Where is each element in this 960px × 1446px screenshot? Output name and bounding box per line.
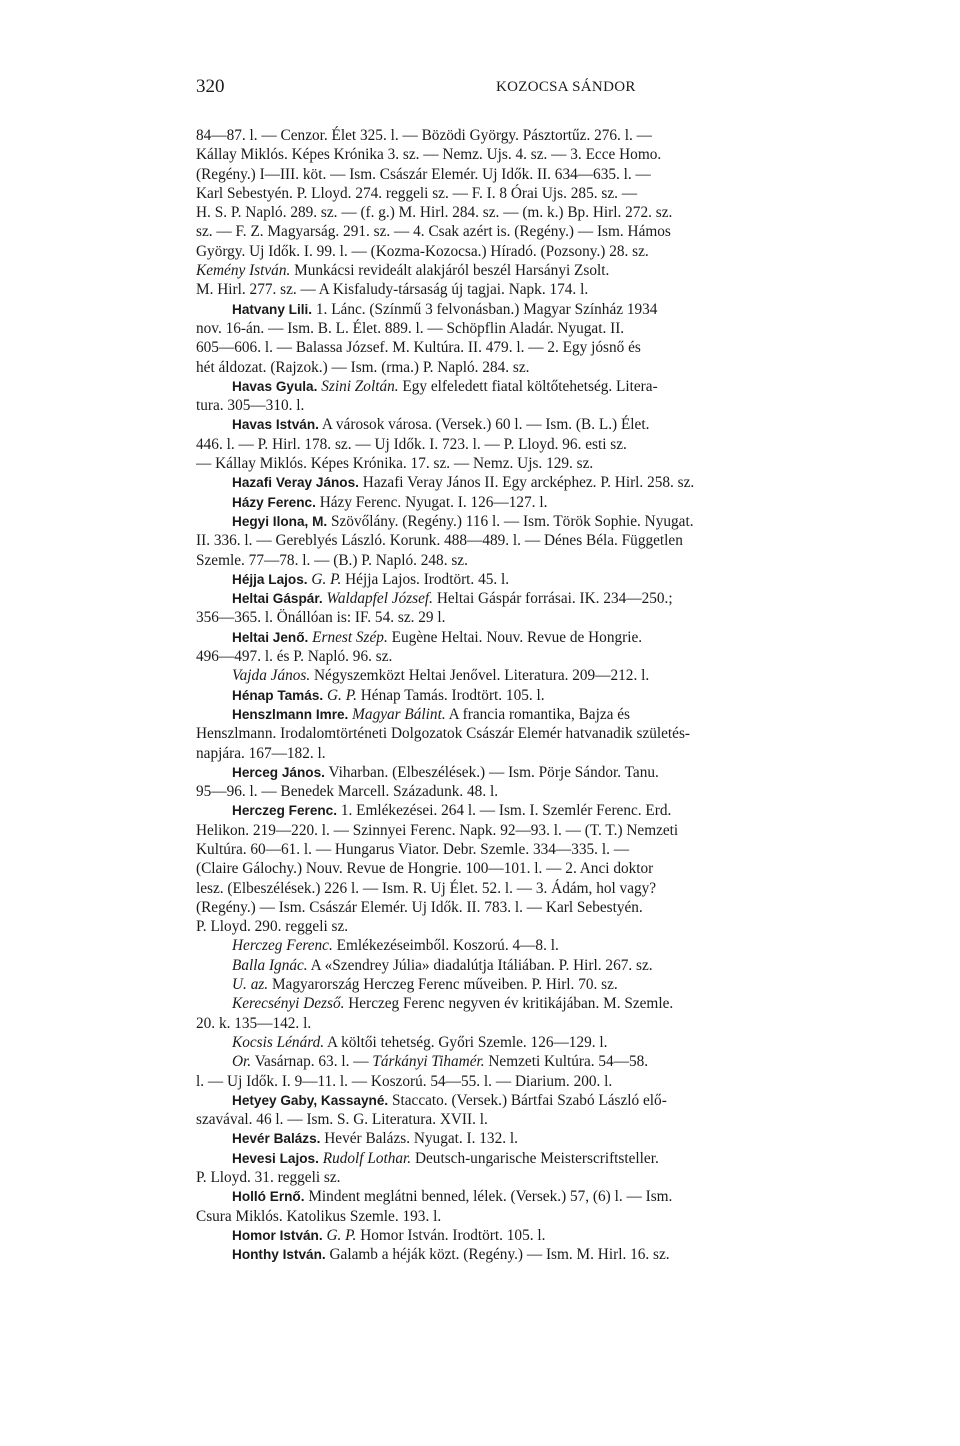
italic-reference: Kerecsényi Dezső.	[232, 995, 345, 1013]
text-run: Hevér Balázs. Nyugat. I. 132. l.	[320, 1130, 518, 1148]
entry-heading: Honthy István.	[232, 1247, 326, 1263]
text-line	[196, 975, 838, 994]
text-run: 605—606. l. — Balassa József. M. Kultúra. II. 479. l. — 2. Egy jósnő és	[196, 339, 641, 357]
text-run: Heltai Gáspár forrásai. IK. 234—250.;	[433, 590, 673, 608]
text-line	[196, 415, 838, 434]
entry-heading: Hegyi Ilona, M.	[232, 513, 328, 529]
text-line	[196, 551, 838, 570]
text-line	[196, 396, 838, 415]
italic-reference: Kocsis Lénárd.	[232, 1033, 325, 1051]
italic-reference: Or.	[232, 1053, 252, 1071]
text-line	[196, 203, 838, 222]
entry-heading: Herczeg Ferenc.	[232, 803, 338, 819]
text-run: Szemle. 77—78. l. — (B.) P. Napló. 248. sz.	[196, 551, 468, 569]
text-run: A költői tehetség. Győri Szemle. 126—129. l.	[324, 1033, 608, 1051]
text-run: György. Uj Idők. I. 99. l. — (Kozma-Kozocsa.) Híradó. (Pozsony.) 28. sz.	[196, 242, 649, 260]
text-line	[196, 222, 838, 241]
italic-reference: Rudolf Lothar.	[322, 1149, 412, 1167]
text-line	[196, 898, 838, 917]
text-run: 20. k. 135—142. l.	[196, 1014, 312, 1032]
entry-heading: Heltai Gáspár.	[232, 591, 323, 607]
text-run: Eugène Heltai. Nouv. Revue de Hongrie.	[387, 628, 643, 646]
text-run: — Kállay Miklós. Képes Krónika. 17. sz. — Nemz. Ujs. 129. sz.	[196, 455, 594, 473]
italic-reference: Szini Zoltán.	[321, 377, 399, 395]
text-run: napjára. 167—182. l.	[196, 744, 326, 762]
text-line	[196, 1014, 838, 1033]
text-run: sz. — F. Z. Magyarság. 291. sz. — 4. Csak azért is. (Regény.) — Ism. Hámos	[196, 223, 671, 241]
text-run: 446. l. — P. Hirl. 178. sz. — Uj Idők. I. 723. l. — P. Lloyd. 96. esti sz.	[196, 435, 627, 453]
text-run: Egy elfeledett fiatal költőtehetség. Litera-	[398, 377, 658, 395]
text-line	[196, 859, 838, 878]
italic-reference: Ernest Szép.	[312, 628, 388, 646]
italic-reference: G. P.	[327, 686, 357, 704]
text-run: Csura Miklós. Katolikus Szemle. 193. l.	[196, 1207, 442, 1225]
italic-reference: Tárkányi Tihamér.	[372, 1053, 485, 1071]
entry-heading: Hetyey Gaby, Kassayné.	[232, 1092, 389, 1108]
text-line	[196, 647, 838, 666]
text-line	[196, 126, 838, 145]
text-run: Mindent meglátni benned, lélek. (Versek.) 57, (6) l. — Ism.	[304, 1188, 673, 1206]
text-run: Magyarország Herczeg Ferenc műveiben. P. Hirl. 70. sz.	[268, 976, 618, 994]
text-line	[196, 1052, 838, 1071]
entry-heading: Homor István.	[232, 1227, 323, 1243]
text-run: P. Lloyd. 290. reggeli sz.	[196, 918, 349, 936]
running-head: KOZOCSA SÁNDOR	[496, 79, 636, 95]
text-run: Hazafi Veray János II. Egy arcképhez. P. Hirl. 258. sz.	[358, 474, 695, 492]
entry-heading: Hevesi Lajos.	[232, 1150, 319, 1166]
page-header	[196, 76, 836, 100]
text-line	[196, 705, 838, 724]
text-run: 95—96. l. — Benedek Marcell. Századunk. 48. l.	[196, 783, 499, 801]
text-line	[196, 261, 838, 280]
bibliography-text	[196, 126, 838, 1265]
text-run: Kultúra. 60—61. l. — Hungarus Viator. Debr. Szemle. 334—335. l. —	[196, 840, 630, 858]
text-run: Staccato. (Versek.) Bártfai Szabó László elő-	[388, 1091, 667, 1109]
text-line	[196, 801, 838, 820]
text-run: tura. 305—310. l.	[196, 397, 305, 415]
entry-heading: Heltai Jenő.	[232, 629, 309, 645]
text-line	[196, 608, 838, 627]
text-run: hét áldozat. (Rajzok.) — Ism. (rma.) P. Napló. 284. sz.	[196, 358, 530, 376]
text-line	[196, 782, 838, 801]
text-line	[196, 879, 838, 898]
text-run: (Regény.) — Ism. Császár Elemér. Uj Idők. II. 783. l. — Karl Sebestyén.	[196, 898, 643, 916]
text-run: Nemzeti Kultúra. 54—58.	[484, 1053, 649, 1071]
entry-heading: Havas Gyula.	[232, 378, 318, 394]
text-line	[196, 570, 838, 589]
entry-heading: Héjja Lajos.	[232, 571, 308, 587]
text-run: 1. Emlékezései. 264 l. — Ism. I. Szemlér Ferenc. Erd.	[337, 802, 672, 820]
italic-reference: Balla Ignác.	[232, 956, 308, 974]
entry-heading: Henszlmann Imre.	[232, 706, 349, 722]
italic-reference: Waldapfel József.	[326, 590, 434, 608]
text-run: II. 336. l. — Gereblyés László. Korunk. 488—489. l. — Dénes Béla. Független	[196, 532, 683, 550]
text-run: szavával. 46 l. — Ism. S. G. Literatura. XVII. l.	[196, 1111, 488, 1129]
text-line	[196, 840, 838, 859]
entry-heading: Hazafi Veray János.	[232, 475, 359, 491]
entry-heading: Hevér Balázs.	[232, 1131, 321, 1147]
text-line	[196, 1187, 838, 1206]
entry-heading: Havas István.	[232, 417, 319, 433]
text-line	[196, 724, 838, 743]
text-line	[196, 1033, 838, 1052]
page-number: 320	[196, 76, 225, 97]
text-run: Helikon. 219—220. l. — Szinnyei Ferenc. Napk. 92—93. l. — (T. T.) Nemzeti	[196, 821, 679, 839]
text-line	[196, 686, 838, 705]
text-line	[196, 242, 838, 261]
text-run: nov. 16-án. — Ism. B. L. Élet. 889. l. — Schöpflin Aladár. Nyugat. II.	[196, 319, 625, 337]
text-run: P. Lloyd. 31. reggeli sz.	[196, 1169, 341, 1187]
text-line	[196, 473, 838, 492]
text-run: l. — Uj Idők. I. 9—11. l. — Koszorú. 54—55. l. — Diarium. 200. l.	[196, 1072, 613, 1090]
text-run: Hénap Tamás. Irodtört. 105. l.	[356, 686, 545, 704]
text-run: Kállay Miklós. Képes Krónika 3. sz. — Nemz. Ujs. 4. sz. — 3. Ecce Homo.	[196, 146, 662, 164]
text-run: 1. Lánc. (Színmű 3 felvonásban.) Magyar Színház 1934	[312, 300, 658, 318]
text-line	[196, 666, 838, 685]
text-line	[196, 531, 838, 550]
text-line	[196, 1110, 838, 1129]
text-line	[196, 1129, 838, 1148]
text-run: Deutsch-ungarische Meisterscriftsteller.	[411, 1149, 659, 1167]
text-line	[196, 358, 838, 377]
text-line	[196, 1149, 838, 1168]
text-run: Homor István. Irodtört. 105. l.	[356, 1226, 546, 1244]
text-line	[196, 454, 838, 473]
text-line	[196, 300, 838, 319]
text-line	[196, 994, 838, 1013]
text-run: Viharban. (Elbeszélések.) — Ism. Pörje Sándor. Tanu.	[324, 763, 659, 781]
text-run: Héjja Lajos. Irodtört. 45. l.	[341, 570, 510, 588]
italic-reference: Vajda János.	[232, 667, 311, 685]
text-run: (Regény.) I—III. köt. — Ism. Császár Elemér. Uj Idők. II. 634—635. l. —	[196, 165, 651, 183]
text-run: Emlékezéseimből. Koszorú. 4—8. l.	[332, 937, 559, 955]
text-run: Szövőlány. (Regény.) 116 l. — Ism. Török Sophie. Nyugat.	[327, 512, 694, 530]
text-run: Vasárnap. 63. l. —	[251, 1053, 373, 1071]
italic-reference: G. P.	[311, 570, 342, 588]
text-line	[196, 338, 838, 357]
text-line	[196, 936, 838, 955]
italic-reference: Magyar Bálint.	[352, 705, 446, 723]
text-run: (Claire Gálochy.) Nouv. Revue de Hongrie. 100—101. l. — 2. Anci doktor	[196, 860, 654, 878]
text-line	[196, 744, 838, 763]
italic-reference: Herczeg Ferenc.	[232, 937, 333, 955]
text-run: A városok városa. (Versek.) 60 l. — Ism. (B. L.) Élet.	[318, 416, 650, 434]
text-run: lesz. (Elbeszélések.) 226 l. — Ism. R. Uj Élet. 52. l. — 3. Ádám, hol vagy?	[196, 879, 657, 897]
text-run: Munkácsi revideált alakjáról beszél Harsányi Zsolt.	[290, 262, 610, 280]
italic-reference: U. az.	[232, 976, 269, 994]
text-line	[196, 145, 838, 164]
text-line	[196, 1091, 838, 1110]
text-line	[196, 917, 838, 936]
text-run: H. S. P. Napló. 289. sz. — (f. g.) M. Hirl. 284. sz. — (m. k.) Bp. Hirl. 272. sz.	[196, 204, 673, 222]
text-line	[196, 184, 838, 203]
entry-heading: Hénap Tamás.	[232, 687, 324, 703]
text-line	[196, 1072, 838, 1091]
text-line	[196, 1207, 838, 1226]
text-run: A francia romantika, Bajza és	[445, 705, 630, 723]
text-line	[196, 435, 838, 454]
text-line	[196, 589, 838, 608]
text-line	[196, 1168, 838, 1187]
text-line	[196, 319, 838, 338]
entry-heading: Hatvany Lili.	[232, 301, 313, 317]
text-line	[196, 1226, 838, 1245]
text-run: 356—365. l. Önállóan is: IF. 54. sz. 29 l.	[196, 609, 446, 627]
text-run: Házy Ferenc. Nyugat. I. 126—127. l.	[315, 493, 548, 511]
text-run: 84—87. l. — Cenzor. Élet 325. l. — Bözödi György. Pásztortűz. 276. l. —	[196, 127, 652, 144]
text-run: Négyszemközt Heltai Jenővel. Literatura. 209—212. l.	[310, 667, 650, 685]
text-line	[196, 165, 838, 184]
italic-reference: G. P.	[326, 1226, 357, 1244]
text-line	[196, 280, 838, 299]
text-line	[196, 377, 838, 396]
text-line	[196, 1245, 838, 1264]
text-line	[196, 512, 838, 531]
text-line	[196, 763, 838, 782]
entry-heading: Holló Ernő.	[232, 1189, 305, 1205]
italic-reference: Kemény István.	[196, 262, 291, 280]
text-line	[196, 493, 838, 512]
text-run: Herczeg Ferenc negyven év kritikájában. M. Szemle.	[344, 995, 674, 1013]
text-run: Henszlmann. Irodalomtörténeti Dolgozatok Császár Elemér hatvanadik születés-	[196, 725, 691, 743]
text-run: Karl Sebestyén. P. Lloyd. 274. reggeli sz. — F. I. 8 Órai Ujs. 285. sz. —	[196, 184, 638, 202]
text-run: Galamb a héják közt. (Regény.) — Ism. M. Hirl. 16. sz.	[325, 1246, 670, 1264]
text-line	[196, 628, 838, 647]
entry-heading: Házy Ferenc.	[232, 494, 316, 510]
text-run: M. Hirl. 277. sz. — A Kisfaludy-társaság új tagjai. Napk. 174. l.	[196, 281, 589, 299]
text-run: A «Szendrey Júlia» diadalútja Itáliában. P. Hirl. 267. sz.	[307, 956, 653, 974]
text-line	[196, 956, 838, 975]
text-line	[196, 821, 838, 840]
text-run: 496—497. l. és P. Napló. 96. sz.	[196, 648, 393, 666]
entry-heading: Herceg János.	[232, 764, 325, 780]
